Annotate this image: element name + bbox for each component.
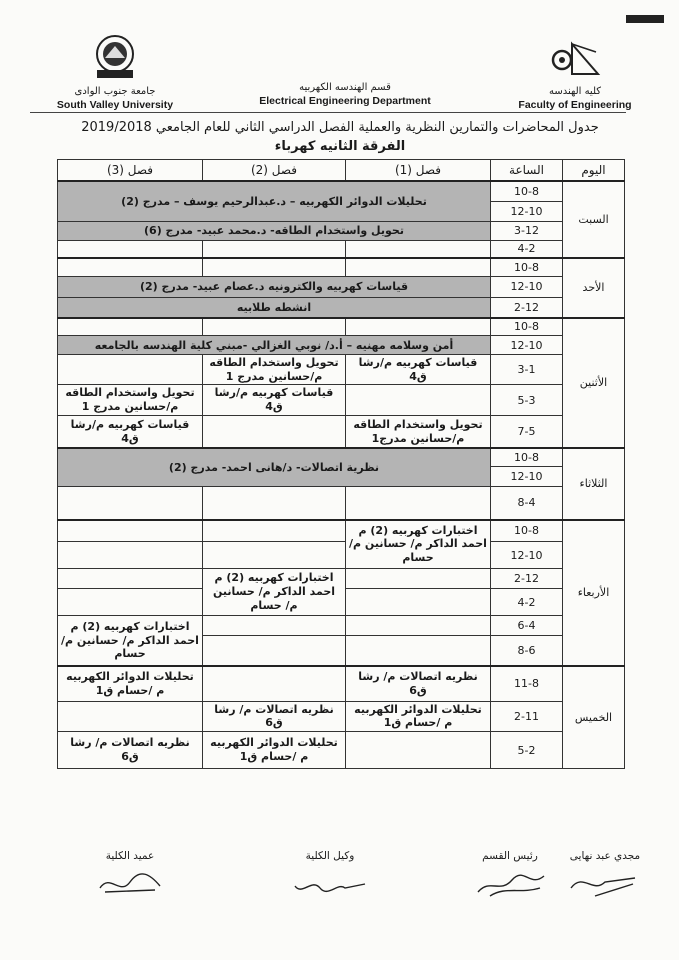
- empty-cell: [58, 354, 203, 385]
- signature-dean: [80, 850, 180, 898]
- section-communications: نظريه اتصالات م/ رشا ق6: [346, 666, 491, 701]
- table-header-row: [58, 160, 625, 181]
- table-row: [58, 666, 625, 701]
- day-sunday: الأحد: [563, 258, 625, 317]
- empty-cell: [203, 520, 346, 542]
- lecture-communications: نظرية اتصالات- د/هانى احمد- مدرج (2): [58, 448, 491, 487]
- empty-cell: [346, 589, 491, 616]
- signature-label: عميد الكلية: [105, 850, 155, 862]
- department-block: [240, 28, 450, 107]
- lecture-circuits: تحليلات الدوائر الكهربيه – د.عبدالرحيم يوسف – مدرج (2): [58, 181, 491, 222]
- faculty-logo-icon: [548, 38, 602, 78]
- table-row: [58, 732, 625, 769]
- signature-scribble-icon: [565, 868, 645, 898]
- signature-scribble-icon: [290, 868, 370, 898]
- signature-scribble-icon: [95, 868, 165, 898]
- university-block: [30, 28, 200, 111]
- table-row: [58, 701, 625, 732]
- table-row: [58, 222, 625, 240]
- day-saturday: السبت: [563, 181, 625, 259]
- table-row: [58, 181, 625, 201]
- day-monday: الأثنين: [563, 318, 625, 449]
- schedule-table: [57, 159, 625, 769]
- empty-cell: [58, 240, 203, 258]
- section-measurements: قياسات كهربيه م/رشا ق4: [58, 415, 203, 448]
- section-circuits: تحليلات الدوائر الكهربيه م /حسام ق1: [58, 666, 203, 701]
- lecture-safety: أمن وسلامه مهنيه – أ.د/ نوبي الغزالي -مبني كلية الهندسه بالجامعه: [58, 336, 491, 354]
- lab-electrical-tests: اختبارات كهربيه (2) م احمد الداكر م/ حسانين م/ حسام: [203, 568, 346, 615]
- empty-cell: [346, 385, 491, 416]
- section-energy: تحويل واستخدام الطاقه م/حسانين مدرج 1: [58, 385, 203, 416]
- day-tuesday: الثلاثاء: [563, 448, 625, 519]
- empty-cell: [203, 240, 346, 258]
- empty-cell: [203, 258, 346, 276]
- empty-cell: [203, 666, 346, 701]
- table-row: [58, 615, 625, 635]
- lab-electrical-tests: اختبارات كهربيه (2) م احمد الداكر م/ حسانين م/ حسام: [346, 520, 491, 569]
- table-row: [58, 520, 625, 542]
- time-slot: 5-2: [491, 732, 563, 769]
- time-slot: 2-11: [491, 701, 563, 732]
- empty-cell: [58, 520, 203, 542]
- faculty-block: [495, 28, 655, 111]
- time-slot: 2-12: [491, 568, 563, 588]
- section-communications: نظريه اتصالات م/ رشا ق6: [203, 701, 346, 732]
- table-row: [58, 258, 625, 276]
- time-slot: 5-3: [491, 385, 563, 416]
- empty-cell: [203, 318, 346, 336]
- time-slot: 6-4: [491, 615, 563, 635]
- empty-cell: [346, 732, 491, 769]
- empty-cell: [58, 568, 203, 588]
- section-energy: تحويل واستخدام الطاقه م/حسانين مدرج 1: [203, 354, 346, 385]
- signature-label: رئيس القسم: [482, 850, 538, 862]
- university-name-en: South Valley University: [56, 99, 174, 111]
- header-divider: [30, 112, 626, 113]
- col-day-header: اليوم: [563, 160, 625, 181]
- day-thursday: الخميس: [563, 666, 625, 768]
- table-row: [58, 277, 625, 297]
- faculty-name-en: Faculty of Engineering: [518, 99, 632, 111]
- time-slot: 7-5: [491, 415, 563, 448]
- table-row: [58, 318, 625, 336]
- col-class3-header: فصل (3): [58, 160, 203, 181]
- empty-cell: [58, 258, 203, 276]
- empty-cell: [58, 487, 203, 520]
- department-name-en: Electrical Engineering Department: [259, 95, 431, 107]
- empty-cell: [346, 615, 491, 635]
- table-row: [58, 297, 625, 317]
- student-activities: انشطه طلابيه: [58, 297, 491, 317]
- empty-cell: [203, 542, 346, 569]
- section-measurements: قياسات كهربيه م/رشا ق4: [346, 354, 491, 385]
- document-header: [30, 28, 650, 112]
- time-slot: 10-8: [491, 318, 563, 336]
- time-slot: 12-10: [491, 277, 563, 297]
- time-slot: 10-8: [491, 181, 563, 201]
- col-class2-header: فصل (2): [203, 160, 346, 181]
- col-class1-header: فصل (1): [346, 160, 491, 181]
- time-slot: 3-1: [491, 354, 563, 385]
- empty-cell: [346, 568, 491, 588]
- signature-prepared: [560, 850, 650, 898]
- empty-cell: [203, 415, 346, 448]
- table-row: [58, 354, 625, 385]
- section-circuits: تحليلات الدوائر الكهربيه م /حسام ق1: [346, 701, 491, 732]
- faculty-name-ar: كليه الهندسه: [548, 86, 602, 97]
- university-logo-icon: [89, 34, 141, 80]
- time-slot: 8-4: [491, 487, 563, 520]
- empty-cell: [346, 487, 491, 520]
- section-circuits: تحليلات الدوائر الكهربيه م /حسام ق1: [203, 732, 346, 769]
- table-row: [58, 336, 625, 354]
- empty-cell: [203, 487, 346, 520]
- empty-cell: [58, 701, 203, 732]
- schedule-subtitle: الفرقة الثانيه كهرباء: [274, 139, 406, 154]
- lab-electrical-tests: اختبارات كهربيه (2) م احمد الداكر م/ حسانين م/ حسام: [58, 615, 203, 666]
- table-row: [58, 240, 625, 258]
- time-slot: 10-8: [491, 520, 563, 542]
- time-slot: 10-8: [491, 258, 563, 276]
- time-slot: 12-10: [491, 466, 563, 486]
- section-communications: نظريه اتصالات م/ رشا ق6: [58, 732, 203, 769]
- empty-cell: [58, 318, 203, 336]
- table-row: [58, 415, 625, 448]
- schedule-title: جدول المحاضرات والتمارين النظرية والعملية الفصل الدراسي الثاني للعام الجامعي 2019/2018: [81, 120, 599, 135]
- day-wednesday: الأربعاء: [563, 520, 625, 667]
- table-row: [58, 448, 625, 466]
- university-name-ar: جامعة جنوب الوادى: [74, 86, 156, 97]
- signatures-area: [60, 850, 650, 910]
- empty-cell: [346, 258, 491, 276]
- signature-scribble-icon: [470, 868, 550, 898]
- time-slot: 8-6: [491, 636, 563, 667]
- empty-cell: [346, 318, 491, 336]
- empty-cell: [203, 615, 346, 635]
- signature-head: [460, 850, 560, 898]
- table-row: [58, 487, 625, 520]
- table-row: [58, 568, 625, 588]
- empty-cell: [346, 636, 491, 667]
- time-slot: 12-10: [491, 542, 563, 569]
- col-time-header: الساعة: [491, 160, 563, 181]
- signature-label: وكيل الكلية: [305, 850, 355, 862]
- empty-cell: [203, 636, 346, 667]
- section-measurements: قياسات كهربيه م/رشا ق4: [203, 385, 346, 416]
- time-slot: 11-8: [491, 666, 563, 701]
- empty-cell: [58, 589, 203, 616]
- signature-vice-dean: [280, 850, 380, 898]
- corner-mark: [626, 15, 664, 23]
- lecture-energy: تحويل واستخدام الطاقه- د.محمد عبيد- مدرج (6): [58, 222, 491, 240]
- table-row: [58, 385, 625, 416]
- lecture-measurements: قياسات كهربيه والكترونيه د.عصام عبيد- مدرج (2): [58, 277, 491, 297]
- empty-cell: [58, 542, 203, 569]
- table-row: [58, 542, 625, 569]
- section-energy: تحويل واستخدام الطاقه م/حسانين مدرج1: [346, 415, 491, 448]
- time-slot: 10-8: [491, 448, 563, 466]
- time-slot: 2-12: [491, 297, 563, 317]
- department-name-ar: قسم الهندسه الكهربيه: [299, 82, 391, 93]
- time-slot: 3-12: [491, 222, 563, 240]
- time-slot: 4-2: [491, 240, 563, 258]
- signature-label: مجدي عبد نهايى: [569, 850, 641, 862]
- time-slot: 12-10: [491, 201, 563, 221]
- empty-cell: [346, 240, 491, 258]
- time-slot: 12-10: [491, 336, 563, 354]
- time-slot: 4-2: [491, 589, 563, 616]
